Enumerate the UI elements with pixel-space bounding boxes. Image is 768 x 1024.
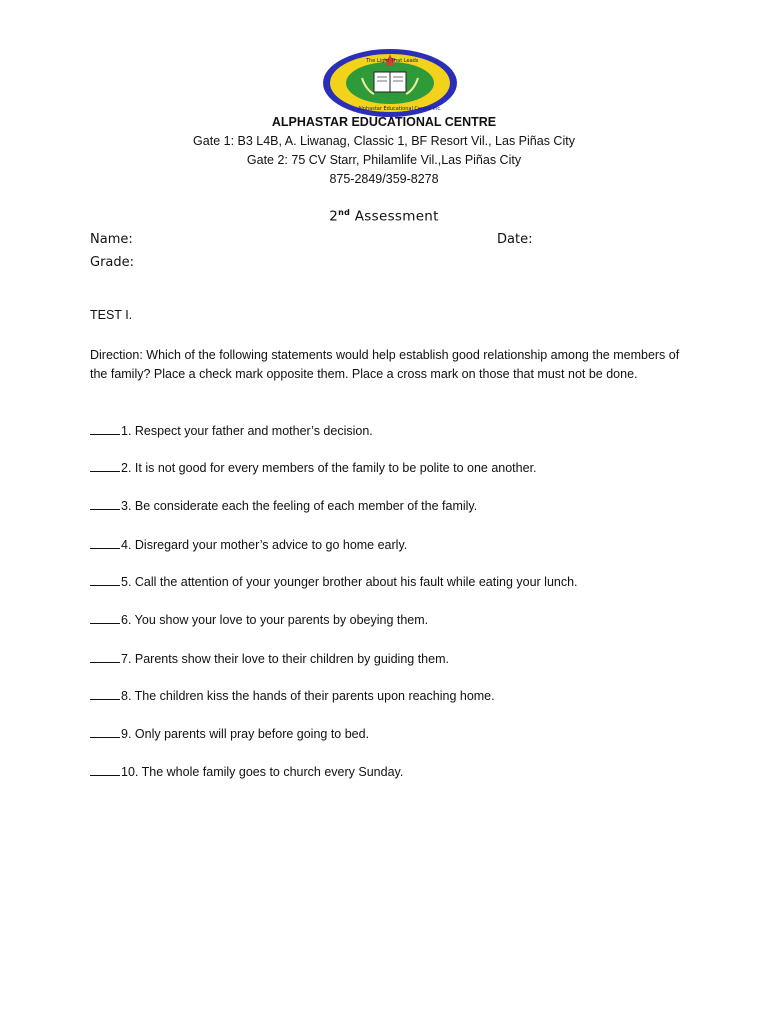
school-logo (322, 48, 458, 118)
answer-blank[interactable] (90, 687, 120, 700)
question-item: 8. The children kiss the hands of their parents upon reaching home. (90, 687, 495, 704)
question-item: 6. You show your love to your parents by obeying them. (90, 611, 428, 628)
gate2-address: Gate 2: 75 CV Starr, Philamlife Vil.,Las Piñas City (246, 153, 522, 167)
answer-blank[interactable] (90, 459, 120, 472)
question-item: 3. Be considerate each the feeling of each member of the family. (90, 497, 477, 514)
question-item: 4. Disregard your mother’s advice to go home early. (90, 536, 407, 553)
question-item: 7. Parents show their love to their children by guiding them. (90, 650, 449, 667)
assessment-title (0, 208, 768, 225)
logo-text-top: The Light That Leads (366, 58, 419, 64)
question-item: 2. It is not good for every members of the family to be polite to one another. (90, 459, 537, 476)
ordinal-suffix: nd (338, 208, 351, 217)
assessment-number: 2 (329, 208, 339, 225)
assessment-label: Assessment (354, 208, 439, 225)
name-field: Name: (90, 232, 133, 247)
question-item: 9. Only parents will pray before going to bed. (90, 725, 369, 742)
answer-blank[interactable] (90, 536, 120, 549)
logo-text-bottom: Alphastar Educational Centre Inc. (358, 106, 442, 112)
question-item: 1. Respect your father and mother’s decision. (90, 422, 373, 439)
answer-blank[interactable] (90, 725, 120, 738)
phone-numbers: 875-2849/359-8278 (329, 172, 439, 186)
gate1-address: Gate 1: B3 L4B, A. Liwanag, Classic 1, BF Resort Vil., Las Piñas City (193, 134, 575, 148)
test-direction: Direction: Which of the following statements would help establish good relationship among the members of the family? Place a check mark opposite them. Place a cross mark on those that must not be done. (90, 348, 680, 381)
school-name: ALPHASTAR EDUCATIONAL CENTRE (271, 115, 497, 129)
answer-blank[interactable] (90, 573, 120, 586)
test-heading: TEST I. (90, 308, 133, 322)
question-item: 5. Call the attention of your younger brother about his fault while eating your lunch. (90, 573, 578, 590)
date-field: Date: (497, 232, 533, 247)
question-item: 10. The whole family goes to church every Sunday. (90, 763, 403, 780)
answer-blank[interactable] (90, 611, 120, 624)
grade-field: Grade: (90, 255, 135, 270)
answer-blank[interactable] (90, 763, 120, 776)
book-icon (374, 72, 406, 92)
answer-blank[interactable] (90, 422, 120, 435)
answer-blank[interactable] (90, 497, 120, 510)
answer-blank[interactable] (90, 650, 120, 663)
